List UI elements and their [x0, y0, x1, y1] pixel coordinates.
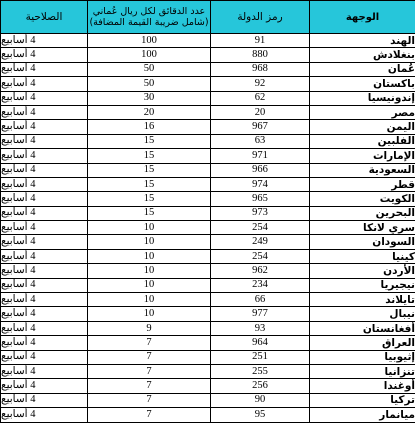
minutes-cell: 10 [88, 221, 211, 235]
validity-cell: 4 أسابيع [1, 120, 88, 134]
country-code-cell: 256 [211, 379, 310, 393]
minutes-cell: 10 [88, 307, 211, 321]
destination-cell: البحرين [310, 206, 415, 220]
destination-cell: نيبال [310, 307, 415, 321]
destination-cell: تركيا [310, 393, 415, 407]
minutes-cell: 10 [88, 235, 211, 249]
table-row [1, 192, 415, 206]
validity-cell: 4 أسابيع [1, 62, 88, 76]
country-code-cell: 977 [211, 307, 310, 321]
table-row [1, 221, 415, 235]
header-validity: الصلاحية [1, 1, 88, 34]
validity-cell: 4 أسابيع [1, 221, 88, 235]
validity-cell: 4 أسابيع [1, 321, 88, 335]
country-code-cell: 90 [211, 393, 310, 407]
validity-cell: 4 أسابيع [1, 336, 88, 350]
header-destination: الوجهة [310, 1, 415, 34]
destination-cell: اليمن [310, 120, 415, 134]
validity-cell: 4 أسابيع [1, 293, 88, 307]
validity-cell: 4 أسابيع [1, 278, 88, 292]
validity-cell: 4 أسابيع [1, 249, 88, 263]
validity-cell: 4 أسابيع [1, 163, 88, 177]
validity-cell: 4 أسابيع [1, 307, 88, 321]
country-code-cell: 973 [211, 206, 310, 220]
country-code-cell: 254 [211, 221, 310, 235]
header-country-code: رمز الدولة [211, 1, 310, 34]
destination-cell: السودان [310, 235, 415, 249]
validity-cell: 4 أسابيع [1, 149, 88, 163]
country-code-cell: 962 [211, 264, 310, 278]
validity-cell: 4 أسابيع [1, 364, 88, 378]
destination-cell: باكستان [310, 77, 415, 91]
table-row [1, 379, 415, 393]
minutes-cell: 7 [88, 393, 211, 407]
country-code-cell: 965 [211, 192, 310, 206]
minutes-cell: 10 [88, 249, 211, 263]
minutes-cell: 7 [88, 408, 211, 422]
minutes-cell: 100 [88, 48, 211, 62]
destination-cell: قطر [310, 177, 415, 191]
table-row [1, 393, 415, 407]
destination-cell: الفلبين [310, 134, 415, 148]
destination-cell: أوغندا [310, 379, 415, 393]
table-row [1, 120, 415, 134]
validity-cell: 4 أسابيع [1, 77, 88, 91]
validity-cell: 4 أسابيع [1, 264, 88, 278]
destination-cell: العراق [310, 336, 415, 350]
minutes-cell: 7 [88, 364, 211, 378]
validity-cell: 4 أسابيع [1, 408, 88, 422]
minutes-cell: 15 [88, 163, 211, 177]
minutes-cell: 10 [88, 278, 211, 292]
table-row [1, 48, 415, 62]
minutes-cell: 7 [88, 379, 211, 393]
table-row [1, 105, 415, 119]
table-row [1, 149, 415, 163]
validity-cell: 4 أسابيع [1, 379, 88, 393]
header-minutes [88, 1, 211, 34]
destination-cell: الهند [310, 34, 415, 48]
country-code-cell: 92 [211, 77, 310, 91]
table-row [1, 163, 415, 177]
country-code-cell: 91 [211, 34, 310, 48]
destination-cell: أفغانستان [310, 321, 415, 335]
table-row [1, 62, 415, 76]
minutes-cell: 15 [88, 192, 211, 206]
header-minutes-line1: عدد الدقائق لكل ريال عُماني [88, 6, 210, 17]
validity-cell: 4 أسابيع [1, 48, 88, 62]
validity-cell: 4 أسابيع [1, 192, 88, 206]
country-code-cell: 967 [211, 120, 310, 134]
minutes-cell: 50 [88, 62, 211, 76]
minutes-cell: 10 [88, 264, 211, 278]
validity-cell: 4 أسابيع [1, 91, 88, 105]
country-code-cell: 20 [211, 105, 310, 119]
table-row [1, 235, 415, 249]
minutes-cell: 7 [88, 336, 211, 350]
destination-cell: تايلاند [310, 293, 415, 307]
minutes-cell: 20 [88, 105, 211, 119]
destination-cell: إثيوبيا [310, 350, 415, 364]
validity-cell: 4 أسابيع [1, 177, 88, 191]
table-row [1, 408, 415, 422]
destination-cell: ميانمار [310, 408, 415, 422]
table-row [1, 264, 415, 278]
table-row [1, 177, 415, 191]
country-code-cell: 251 [211, 350, 310, 364]
country-code-cell: 974 [211, 177, 310, 191]
country-code-cell: 880 [211, 48, 310, 62]
minutes-cell: 30 [88, 91, 211, 105]
validity-cell: 4 أسابيع [1, 105, 88, 119]
validity-cell: 4 أسابيع [1, 134, 88, 148]
table-row [1, 350, 415, 364]
minutes-cell: 15 [88, 134, 211, 148]
validity-cell: 4 أسابيع [1, 235, 88, 249]
minutes-cell: 15 [88, 206, 211, 220]
country-code-cell: 971 [211, 149, 310, 163]
destination-cell: كينيا [310, 249, 415, 263]
table-row [1, 364, 415, 378]
table-row [1, 77, 415, 91]
destination-cell: السعودية [310, 163, 415, 177]
destination-cell: إندونيسيا [310, 91, 415, 105]
country-code-cell: 968 [211, 62, 310, 76]
destination-cell: نيجيريا [310, 278, 415, 292]
table-row [1, 91, 415, 105]
validity-cell: 4 أسابيع [1, 393, 88, 407]
table-row [1, 249, 415, 263]
table-row [1, 206, 415, 220]
country-code-cell: 234 [211, 278, 310, 292]
destination-cell: مصر [310, 105, 415, 119]
country-code-cell: 62 [211, 91, 310, 105]
table-row [1, 321, 415, 335]
table-row [1, 336, 415, 350]
country-code-cell: 964 [211, 336, 310, 350]
minutes-cell: 100 [88, 34, 211, 48]
country-code-cell: 93 [211, 321, 310, 335]
validity-cell: 4 أسابيع [1, 34, 88, 48]
destination-cell: عُمان [310, 62, 415, 76]
destination-cell: بنغلادش [310, 48, 415, 62]
destination-cell: الكويت [310, 192, 415, 206]
minutes-cell: 15 [88, 177, 211, 191]
validity-cell: 4 أسابيع [1, 206, 88, 220]
country-code-cell: 66 [211, 293, 310, 307]
minutes-cell: 9 [88, 321, 211, 335]
validity-cell: 4 أسابيع [1, 350, 88, 364]
country-code-cell: 95 [211, 408, 310, 422]
table-row [1, 278, 415, 292]
minutes-cell: 16 [88, 120, 211, 134]
minutes-cell: 7 [88, 350, 211, 364]
destination-cell: الأردن [310, 264, 415, 278]
table-row [1, 34, 415, 48]
minutes-cell: 15 [88, 149, 211, 163]
country-code-cell: 63 [211, 134, 310, 148]
minutes-cell: 50 [88, 77, 211, 91]
country-code-cell: 254 [211, 249, 310, 263]
country-code-cell: 966 [211, 163, 310, 177]
header-row [1, 1, 415, 34]
country-code-cell: 255 [211, 364, 310, 378]
destination-cell: تنزانيا [310, 364, 415, 378]
minutes-cell: 10 [88, 293, 211, 307]
table-row [1, 134, 415, 148]
country-code-cell: 249 [211, 235, 310, 249]
table-row [1, 293, 415, 307]
header-minutes-line2: (شامل ضريبة القيمة المضافة) [88, 17, 210, 28]
destination-cell: الإمارات [310, 149, 415, 163]
table-row [1, 307, 415, 321]
destination-cell: سري لانكا [310, 221, 415, 235]
